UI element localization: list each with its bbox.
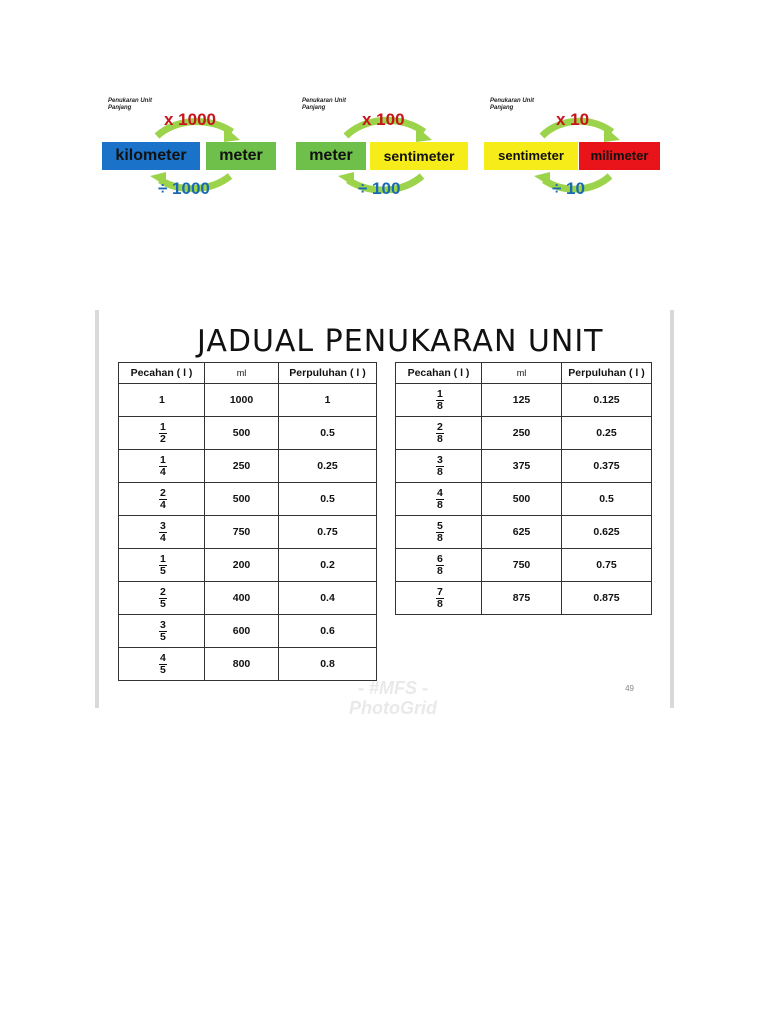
multiply-label: x 1000 [164,110,216,129]
fraction-numerator: 1 [160,552,166,565]
fraction-cell [119,582,205,615]
fraction-cell [119,648,205,681]
decimal-cell: 0.5 [562,483,652,516]
right-conversion-table [395,362,652,615]
table-row [119,549,377,582]
fraction-numerator: 1 [160,453,166,466]
fraction-denominator: 2 [160,432,166,445]
decimal-cell: 1 [279,384,377,417]
unit-meter: meter [296,142,366,170]
fraction-numerator: 3 [160,618,166,631]
ml-cell: 600 [205,615,279,648]
ml-cell: 375 [482,450,562,483]
photogrid-watermark [349,678,437,718]
fraction-denominator: 4 [160,531,166,544]
header-perpuluhan: Perpuluhan ( l ) [562,363,652,384]
decimal-cell: 0.125 [562,384,652,417]
fraction [436,488,444,511]
fraction [159,587,167,610]
divide-label: ÷ 1000 [158,179,210,198]
unit-sentimeter: sentimeter [484,142,578,170]
fraction-denominator: 8 [437,531,443,544]
multiply-label: x 10 [556,110,590,129]
fraction-cell [119,483,205,516]
ml-cell: 500 [482,483,562,516]
header-ml: ml [482,363,562,384]
converter-caption: Penukaran Unit Panjang [108,98,153,111]
table-row [119,450,377,483]
multiply-label: x 100 [362,110,405,129]
fraction-denominator: 8 [437,564,443,577]
ml-cell: 500 [205,483,279,516]
header-pecahan: Pecahan ( l ) [119,363,205,384]
fraction-denominator: 5 [160,630,166,643]
fraction-denominator: 4 [160,498,166,511]
fraction-cell [119,516,205,549]
decimal-cell: 0.25 [562,417,652,450]
divide-label: ÷ 100 [358,179,401,198]
page-number: 49 [625,684,634,693]
fraction-cell [119,615,205,648]
ml-cell: 625 [482,516,562,549]
decimal-cell: 0.4 [279,582,377,615]
fraction-numerator: 2 [160,585,166,598]
fraction [159,488,167,511]
decimal-cell: 0.5 [279,417,377,450]
decimal-cell: 0.2 [279,549,377,582]
converter-caption: Penukaran Unit Panjang [490,98,535,111]
divide-label: ÷ 10 [552,179,585,198]
unit-meter: meter [206,142,276,170]
ml-cell: 750 [482,549,562,582]
fraction [159,455,167,478]
unit-kilometer: kilometer [102,142,200,170]
fraction [436,455,444,478]
fraction [436,521,444,544]
table-row [396,582,652,615]
fraction-denominator: 5 [160,597,166,610]
fraction [159,653,167,676]
fraction-denominator: 8 [437,432,443,445]
fraction-numerator: 1 [160,420,166,433]
decimal-cell: 0.875 [562,582,652,615]
converter-cm-mm [484,96,664,216]
fraction-denominator: 4 [160,465,166,478]
left-table-body [119,384,377,681]
ml-cell: 875 [482,582,562,615]
fraction-cell [396,549,482,582]
header-ml: ml [205,363,279,384]
decimal-cell: 0.625 [562,516,652,549]
ml-cell: 250 [482,417,562,450]
fraction-cell [396,483,482,516]
fraction-whole: 1 [159,394,165,406]
ml-cell: 400 [205,582,279,615]
fraction [159,554,167,577]
fraction-cell [119,384,205,417]
fraction-cell [119,549,205,582]
fraction [436,554,444,577]
converter-caption: Penukaran Unit Panjang [302,98,347,111]
converter-m-cm [296,96,476,216]
table-row [396,417,652,450]
table-row [119,615,377,648]
fraction-numerator: 1 [437,387,443,400]
fraction-cell [396,582,482,615]
fraction [159,521,167,544]
table-row [396,450,652,483]
ml-cell: 1000 [205,384,279,417]
table-row [396,549,652,582]
fraction-cell [396,384,482,417]
fraction-numerator: 3 [437,453,443,466]
watermark-line1: - #MFS - [358,678,428,698]
fraction-cell [396,450,482,483]
fraction-numerator: 5 [437,519,443,532]
fraction [436,587,444,610]
fraction-numerator: 7 [437,585,443,598]
fraction-cell [119,450,205,483]
fraction [436,389,444,412]
table-row [119,417,377,450]
fraction-denominator: 8 [437,597,443,610]
decimal-cell: 0.5 [279,483,377,516]
left-conversion-table [118,362,377,681]
fraction-denominator: 5 [160,663,166,676]
ml-cell: 200 [205,549,279,582]
fraction-denominator: 5 [160,564,166,577]
decimal-cell: 0.25 [279,450,377,483]
fraction-numerator: 4 [437,486,443,499]
fraction-numerator: 3 [160,519,166,532]
ml-cell: 125 [482,384,562,417]
fraction-numerator: 4 [160,651,166,664]
fraction-numerator: 2 [437,420,443,433]
right-table-body [396,384,652,615]
table-row [396,384,652,417]
fraction-cell [396,417,482,450]
ml-cell: 750 [205,516,279,549]
table-row [396,483,652,516]
table-row [119,384,377,417]
decimal-cell: 0.8 [279,648,377,681]
ml-cell: 500 [205,417,279,450]
decimal-cell: 0.375 [562,450,652,483]
fraction [159,620,167,643]
table-row [396,516,652,549]
header-perpuluhan: Perpuluhan ( l ) [279,363,377,384]
decimal-cell: 0.6 [279,615,377,648]
fraction [436,422,444,445]
page-title: JADUAL PENUKARAN UNIT [197,324,604,359]
table-row [119,648,377,681]
table-row [119,582,377,615]
conversion-table-page [95,310,674,718]
header-pecahan: Pecahan ( l ) [396,363,482,384]
fraction-denominator: 8 [437,465,443,478]
fraction-numerator: 2 [160,486,166,499]
watermark-line2: PhotoGrid [349,698,437,718]
unit-sentimeter: sentimeter [370,142,468,170]
table-header-row [396,363,652,384]
ml-cell: 250 [205,450,279,483]
fraction-cell [396,516,482,549]
ml-cell: 800 [205,648,279,681]
decimal-cell: 0.75 [562,549,652,582]
converter-km-m [102,96,282,216]
fraction-denominator: 8 [437,498,443,511]
table-header-row [119,363,377,384]
table-row [119,483,377,516]
fraction-numerator: 6 [437,552,443,565]
unit-milimeter: milimeter [579,142,660,170]
decimal-cell: 0.75 [279,516,377,549]
fraction-cell [119,417,205,450]
fraction [159,422,167,445]
fraction-denominator: 8 [437,399,443,412]
table-row [119,516,377,549]
